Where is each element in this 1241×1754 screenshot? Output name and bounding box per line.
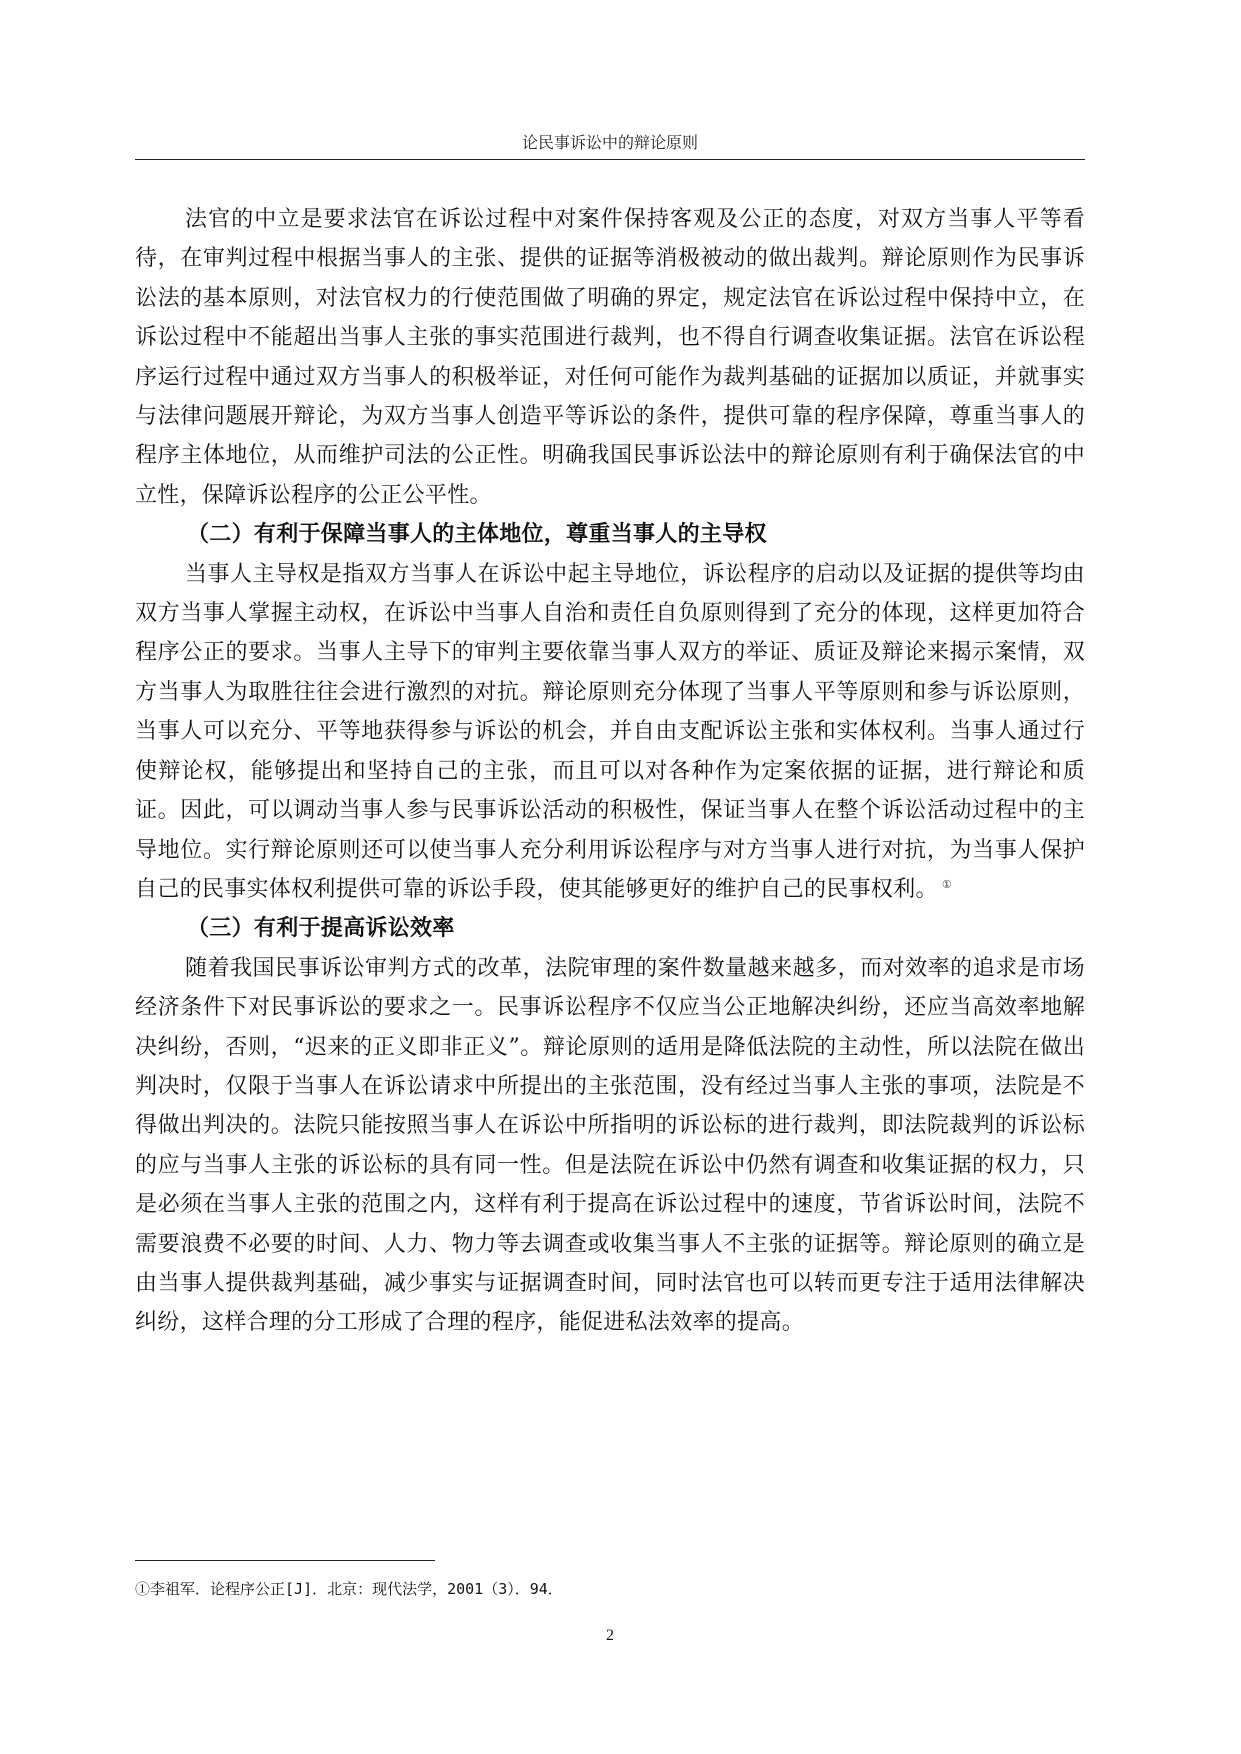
page-number: 2 bbox=[606, 1627, 614, 1644]
section-heading-3: （三）有利于提高诉讼效率 bbox=[187, 916, 455, 942]
footnote-reference[interactable]: ① bbox=[941, 877, 952, 891]
paragraph-litigation-efficiency: 随着我国民事诉讼审判方式的改革，法院审理的案件数量越来越多，而对效率的追求是市场经济条件下对民事诉讼的要求之一。民事诉讼程序不仅应当公正地解决纠纷，还应当高效率地解决纠纷，否则，“迟来的正义即非正义”。辩论原则的适用是降低法院的主动性，所以法院在做出判决时，仅限于当事人在诉讼请求中所提出的主张范围，没有经过当事人主张的事项，法院是不得做出判决的。法院只能按照当事人在诉讼中所指明的诉讼标的进行裁判，即法院裁判的诉讼标的应与当事人主张的诉讼标的具有同一性。但是法院在诉讼中仍然有调查和收集证据的权力，只是必须在当事人主张的范围之内，这样有利于提高在诉讼过程中的速度，节省诉讼时间，法院不需要浪费不必要的时间、人力、物力等去调查或收集当事人不主张的证据等。辩论原则的确立是由当事人提供裁判基础，减少事实与证据调查时间，同时法官也可以转而更专注于适用法律解决纠纷，这样合理的分工形成了合理的程序，能促进私法效率的提高。 bbox=[135, 955, 1085, 1336]
paragraph-party-dominance-text: 当事人主导权是指双方当事人在诉讼中起主导地位，诉讼程序的启动以及证据的提供等均由双方当事人掌握主动权，在诉讼中当事人自治和责任自负原则得到了充分的体现，这样更加符合程序公正的要求。当事人主导下的审判主要依靠当事人双方的举证、质证及辩论来揭示案情，双方当事人为取胜往往会进行激烈的对抗。辩论原则充分体现了当事人平等原则和参与诉讼原则，当事人可以充分、平等地获得参与诉讼的机会，并自由支配诉讼主张和实体权利。当事人通过行使辩论权，能够提出和坚持自己的主张，而且可以对各种作为定案依据的证据，进行辩论和质证。因此，可以调动当事人参与民事诉讼活动的积极性，保证当事人在整个诉讼活动过程中的主导地位。实行辩论原则还可以使当事人充分利用诉讼程序与对方当事人进行对抗，为当事人保护自己的民事实体权利提供可靠的诉讼手段，使其能够更好的维护自己的民事权利。 bbox=[135, 561, 1085, 902]
header-rule bbox=[135, 159, 1085, 160]
paragraph-judge-neutrality: 法官的中立是要求法官在诉讼过程中对案件保持客观及公正的态度，对双方当事人平等看待，在审判过程中根据当事人的主张、提供的证据等消极被动的做出裁判。辩论原则作为民事诉讼法的基本原则，对法官权力的行使范围做了明确的界定，规定法官在诉讼过程中保持中立，在诉讼过程中不能超出当事人主张的事实范围进行裁判，也不得自行调查收集证据。法官在诉讼程序运行过程中通过双方当事人的积极举证，对任何可能作为裁判基础的证据加以质证，并就事实与法律问题展开辩论，为双方当事人创造平等诉讼的条件，提供可靠的程序保障，尊重当事人的程序主体地位，从而维护司法的公正性。明确我国民事诉讼法中的辩论原则有利于确保法官的中立性，保障诉讼程序的公正公平性。 bbox=[135, 207, 1085, 508]
body-text bbox=[135, 200, 1085, 1343]
section-heading-2: （二）有利于保障当事人的主体地位，尊重当事人的主导权 bbox=[187, 522, 767, 548]
footnote-rule bbox=[135, 1560, 435, 1561]
footnote: ①李祖军．论程序公正[J]．北京：现代法学，2001（3）．94． bbox=[135, 1580, 563, 1598]
running-header: 论民事诉讼中的辩论原则 bbox=[521, 133, 698, 152]
paragraph-party-dominance bbox=[135, 555, 1085, 910]
